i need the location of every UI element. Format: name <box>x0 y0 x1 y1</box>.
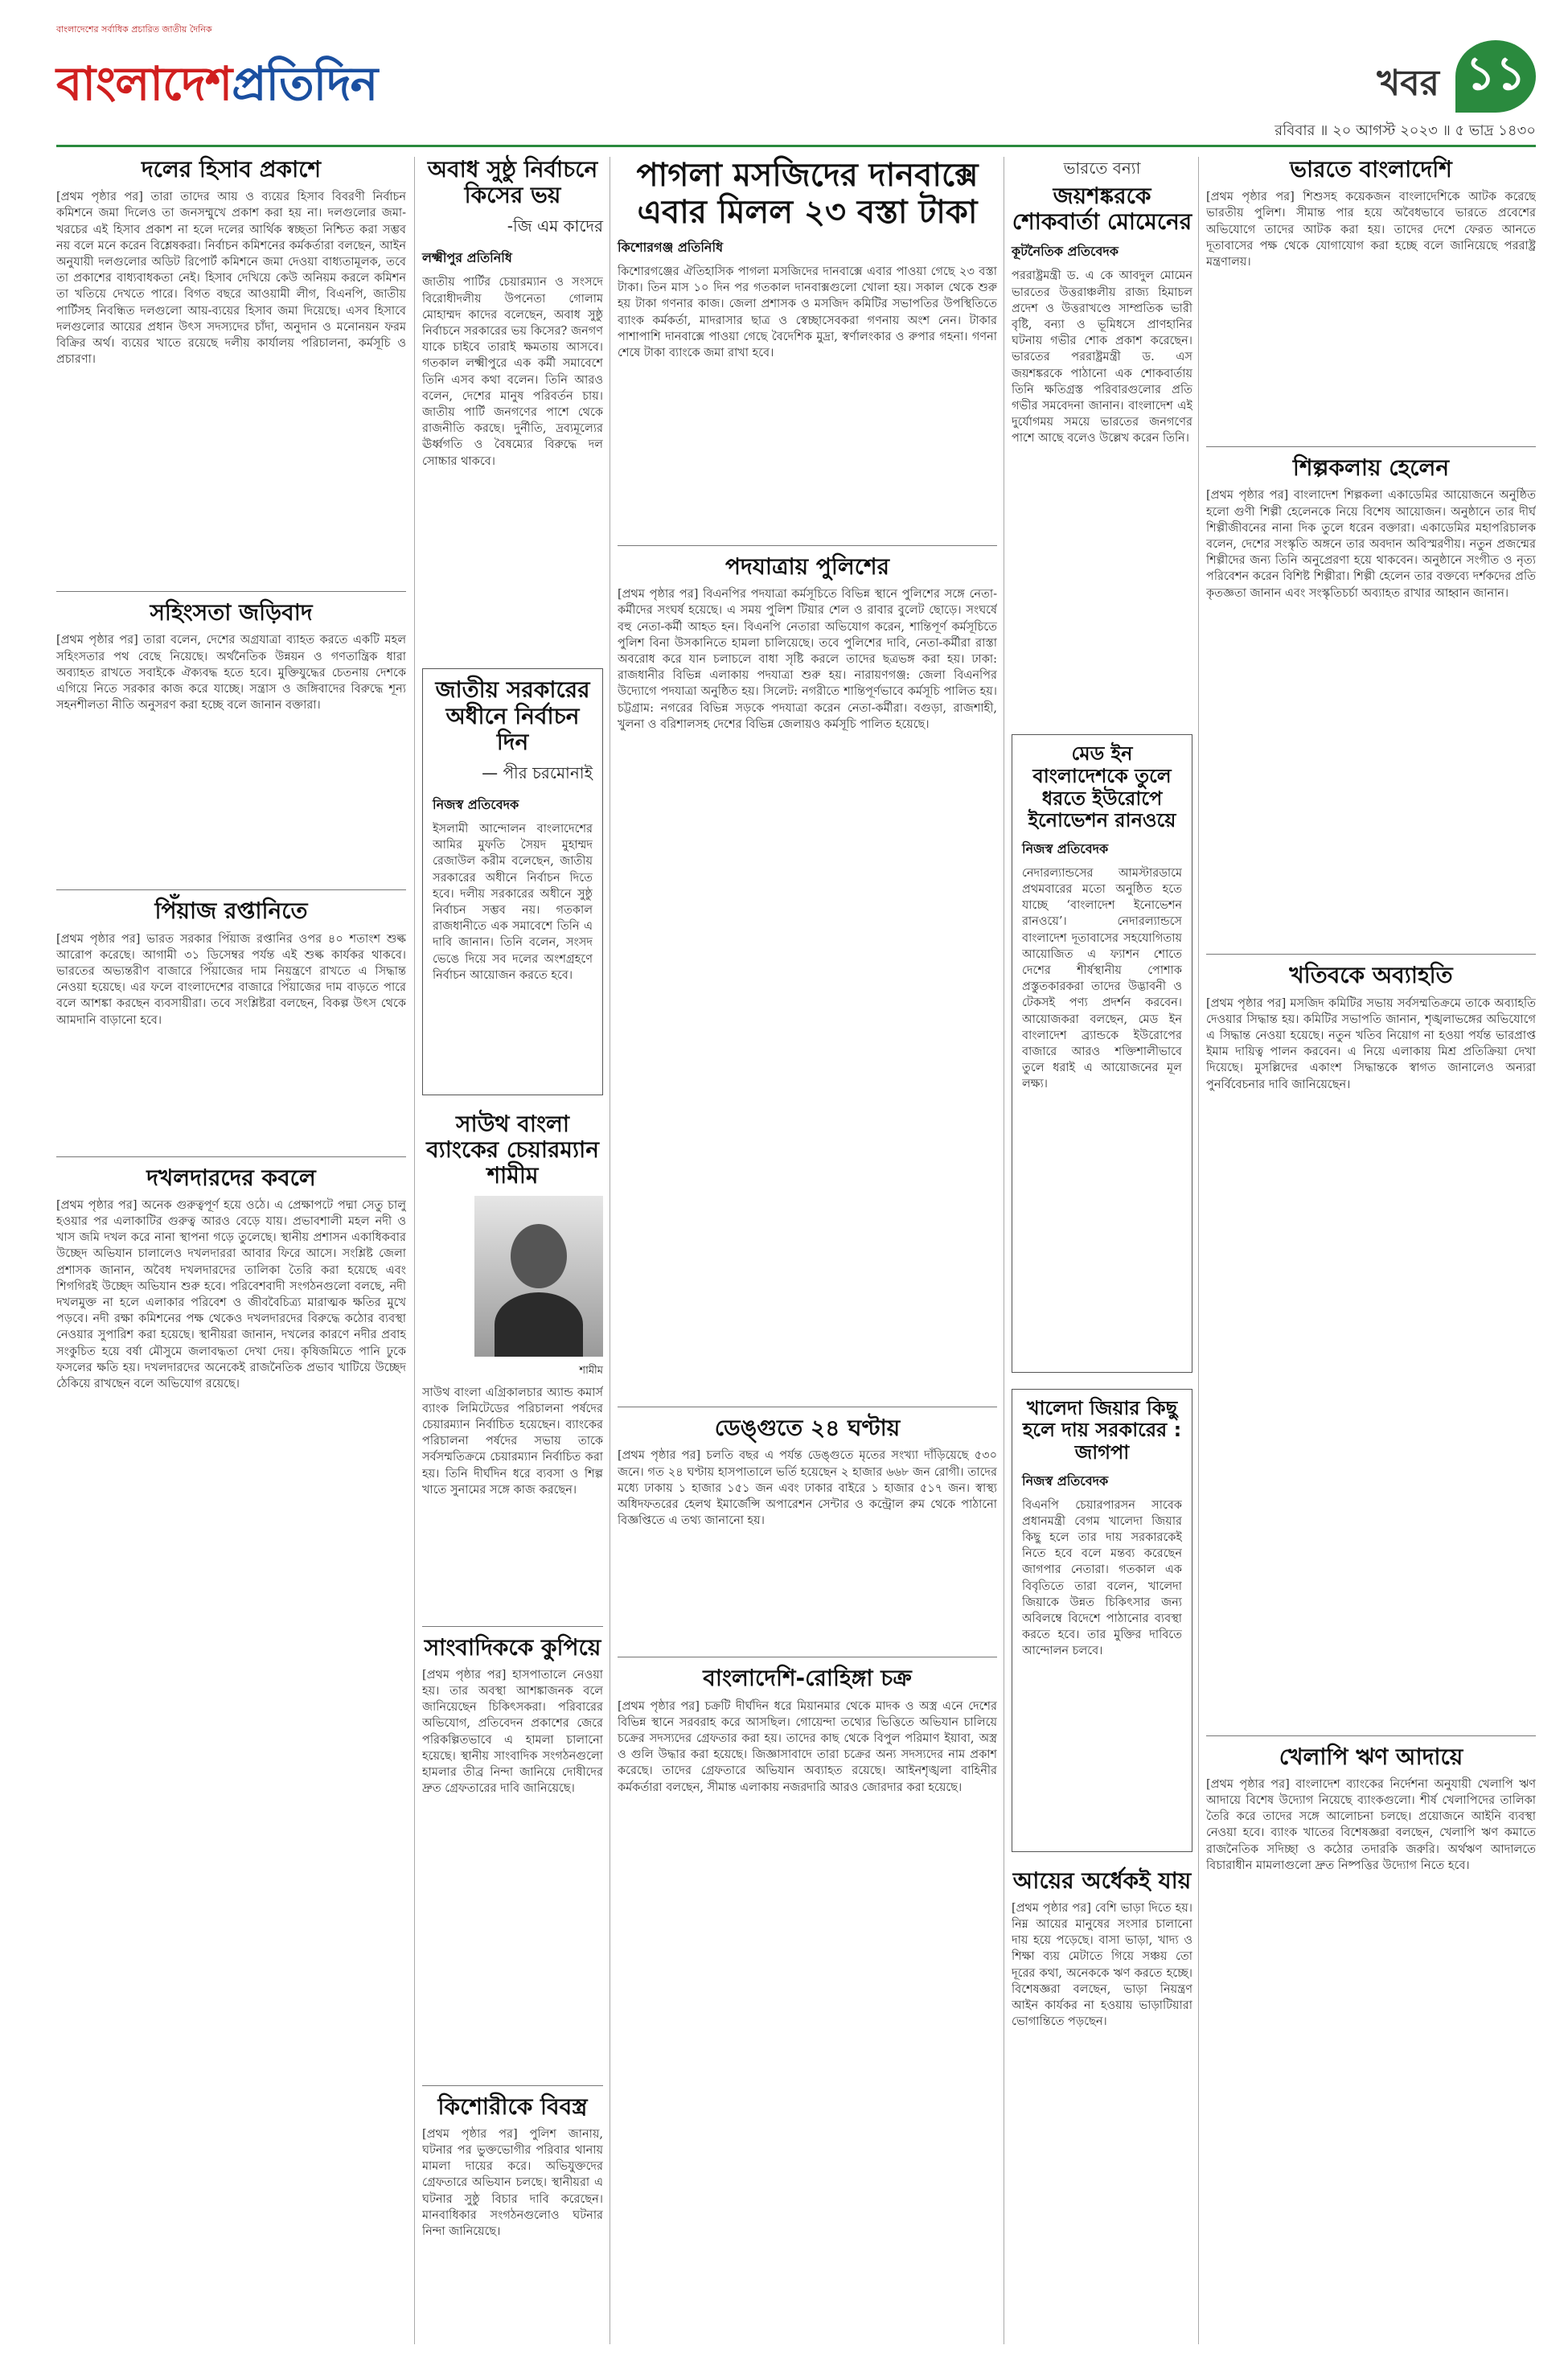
story-headline: আয়ের অর্ধেকই যায় <box>1012 1867 1192 1894</box>
story-body: [প্রথম পৃষ্ঠার পর] মসজিদ কমিটির সভায় সর্বসম্মতিক্রমে তাকে অব্যাহতি দেওয়ার সিদ্ধান্ত হয়। কমিটির সভাপতি জানান, শৃঙ্খলাভঙ্গের অভিযোগে এ সিদ্ধান্ত নেওয়া হয়েছে। নতুন খতিব নিয়োগ না হওয়া পর্যন্ত ভারপ্রাপ্ত ইমাম দায়িত্ব পালন করবেন। এ নিয়ে এলাকায় মিশ্র প্রতিক্রিয়া দেখা দিয়েছে। মুসল্লিদের একাংশ সিদ্ধান্তকে স্বাগত জানালেও অন্যরা পুনর্বিবেচনার দাবি জানিয়েছেন। <box>1206 996 1536 1091</box>
story-jatiyo-sorkar[interactable] <box>422 668 603 1095</box>
story-headline: দলের হিসাব প্রকাশে <box>141 156 322 183</box>
story-body: [প্রথম পৃষ্ঠার পর] বেশি ভাড়া দিতে হয়। নিম্ন আয়ের মানুষের সংসার চালানো দায় হয়ে পড়েছে। বাসা ভাড়া, খাদ্য ও শিক্ষা ব্যয় মেটাতে গিয়ে সঞ্চয় তো দূরের কথা, অনেককে ঋণ করতে হচ্ছে। বিশেষজ্ঞরা বলছেন, ভাড়া নিয়ন্ত্রণ আইন কার্যকর না হওয়ায় ভাড়াটিয়ারা ভোগান্তিতে পড়ছেন। <box>1012 1901 1192 2029</box>
story-pagla-masjid[interactable] <box>618 157 997 529</box>
story-body: [প্রথম পৃষ্ঠার পর] অনেক গুরুত্বপূর্ণ হয়ে ওঠে। এ প্রেক্ষাপটে পদ্মা সেতু চালু হওয়ার পর এলাকাটির গুরুত্ব আরও বেড়ে যায়। প্রভাবশালী মহল নদী ও খাস জমি দখল করে নানা স্থাপনা গড়ে তুলেছে। স্থানীয় প্রশাসন একাধিকবার উচ্ছেদ অভিযান চালালেও দখলদাররা আবার ফিরে আসে। সংশ্লিষ্ট জেলা প্রশাসক জানান, অবৈধ দখলদারদের তালিকা তৈরি করা হয়েছে এবং শিগগিরই উচ্ছেদ অভিযান শুরু হবে। পরিবেশবাদী সংগঠনগুলো বলছে, নদী দখলমুক্ত না হলে এলাকার পরিবেশ ও জীববৈচিত্র্য মারাত্মক ক্ষতির মুখে পড়বে। নদী রক্ষা কমিশনের পক্ষ থেকেও দখলদারদের বিরুদ্ধে কঠোর ব্যবস্থা নেওয়ার সুপারিশ করা হয়েছে। স্থানীয়রা জানান, দখলের কারণে নদীর প্রবাহ সংকুচিত হয়ে বর্ষা মৌসুমে জলাবদ্ধতা দেখা দেয়। কৃষিজমিতে পানি ঢুকে ফসলের ক্ষতি হয়। দখলদারদের অনেকেই রাজনৈতিক প্রভাব খাটিয়ে উচ্ছেদ ঠেকিয়ে রাখছেন বলে অভিযোগ রয়েছে। <box>56 1198 406 1390</box>
story-divider <box>56 1156 406 1157</box>
story-headline: বাংলাদেশি-রোহিঙ্গা চক্র <box>703 1665 912 1692</box>
story-author: -জি এম কাদের <box>507 216 603 236</box>
story-headline: পদযাত্রায় পুলিশের <box>725 553 889 580</box>
story-byline: নিজস্ব প্রতিবেদক <box>433 796 519 812</box>
logo-part-1: বাংলাদেশ <box>56 56 232 111</box>
story-byline: লক্ষ্মীপুর প্রতিনিধি <box>422 250 512 266</box>
story-headline: খেলাপি ঋণ আদায়ে <box>1279 1743 1463 1770</box>
story-headline: জয়শঙ্করকে শোকবার্তা মোমেনের <box>1012 183 1192 236</box>
dateline: রবিবার ॥ ২০ আগস্ট ২০২৩ ॥ ৫ ভাদ্র ১৪৩০ <box>1275 122 1536 139</box>
story-sangbadik[interactable] <box>422 1635 603 2069</box>
story-body: জাতীয় পার্টির চেয়ারম্যান ও সংসদে বিরোধীদলীয় উপনেতা গোলাম মোহাম্মদ কাদের বলেছেন, অবাধ সুষ্ঠু নির্বাচনে সরকারের ভয় কিসের? জনগণ যাকে চাইবে তারাই ক্ষমতায় আসবে। গতকাল লক্ষ্মীপুরে এক কর্মী সমাবেশে তিনি এসব কথা বলেন। তিনি আরও বলেন, দেশের মানুষ পরিবর্তন চায়। জাতীয় পার্টি জনগণের পাশে থেকে রাজনীতি করছে। দুর্নীতি, দ্রব্যমূল্যের ঊর্ধ্বগতি ও বৈষম্যের বিরুদ্ধে দল সোচ্চার থাকবে। <box>422 276 603 468</box>
story-byline: কিশোরগঞ্জ প্রতিনিধি <box>618 240 724 255</box>
story-dengue[interactable] <box>618 1415 997 1641</box>
story-body: বিএনপি চেয়ারপারসন সাবেক প্রধানমন্ত্রী বেগম খালেদা জিয়ার কিছু হলে তার দায় সরকারকেই নিতে হবে বলে মন্তব্য করেছেন জাগপার নেতারা। গতকাল এক বিবৃতিতে তারা বলেন, খালেদা জিয়াকে উন্নত চিকিৎসার জন্য অবিলম্বে বিদেশে পাঠানোর ব্যবস্থা করতে হবে। তার মুক্তির দাবিতে আন্দোলন চলবে। <box>1022 1498 1182 1658</box>
story-headline: সাউথ বাংলা ব্যাংকের চেয়ারম্যান শামীম <box>426 1110 599 1189</box>
story-body: [প্রথম পৃষ্ঠার পর] হাসপাতালে নেওয়া হয়। তার অবস্থা আশঙ্কাজনক বলে জানিয়েছেন চিকিৎসকরা। পরিবারের অভিযোগ, প্রতিবেদন প্রকাশের জেরে পরিকল্পিতভাবে এ হামলা চালানো হয়েছে। স্থানীয় সাংবাদিক সংগঠনগুলো হামলার তীব্র নিন্দা জানিয়ে দোষীদের দ্রুত গ্রেফতারের দাবি জানিয়েছে। <box>422 1668 603 1796</box>
portrait-photo <box>474 1196 603 1357</box>
story-body: সাউথ বাংলা এগ্রিকালচার অ্যান্ড কমার্স ব্যাংক লিমিটেডের পরিচালনা পর্ষদের চেয়ারম্যান নির্বাচিত হয়েছেন। ব্যাংকের পরিচালনা পর্ষদের সভায় তাকে সর্বসম্মতিক্রমে চেয়ারম্যান নির্বাচিত করা হয়। তিনি দীর্ঘদিন ধরে ব্যবসা ও শিল্প খাতে সুনামের সঙ্গে কাজ করছেন। <box>422 1386 603 1497</box>
logo-tagline: বাংলাদেশের সর্বাধিক প্রচারিত জাতীয় দৈনিক <box>56 24 212 35</box>
story-headline: সহিংসতা জড়িবাদ <box>150 599 313 626</box>
story-divider <box>618 545 997 546</box>
story-body: [প্রথম পৃষ্ঠার পর] তারা তাদের আয় ও ব্যয়ের হিসাব বিবরণী নির্বাচন কমিশনে জমা দিলেও তা জনসম্মুখে প্রকাশ করা হয় না। দলগুলোর জমা-খরচের এই হিসাব প্রকাশ না হলে দলের আর্থিক স্বচ্ছতা নিশ্চিত করা সম্ভব নয় বলে মনে করেন বিশ্লেষকরা। নির্বাচন কমিশনের কর্মকর্তারা বলছেন, আইন অনুযায়ী দলগুলোর অডিট রিপোর্ট কমিশনে জমা দেওয়া বাধ্যতামূলক, তবে তা প্রকাশের বাধ্যবাধকতা নেই। হিসাব দেখিয়ে কেউ অনিয়ম করলে কমিশন তা খতিয়ে দেখতে পারে। বিগত বছরে আওয়ামী লীগ, বিএনপি, জাতীয় পার্টিসহ নিবন্ধিত দলগুলো আয়-ব্যয়ের হিসাব জমা দিয়েছে। এসব হিসাবে দলগুলোর আয়ের প্রধান উৎস সদস্যদের চাঁদা, অনুদান ও মনোনয়ন ফরম বিক্রির অর্থ। ব্যয়ের খাতে রয়েছে দলীয় কার্যালয় পরিচালনা, কর্মসূচি ও প্রচারণা। <box>56 191 406 367</box>
story-headline: ডেঙ্গুতে ২৪ ঘণ্টায় <box>714 1415 901 1442</box>
photo-caption: শামীম <box>579 1364 603 1377</box>
story-headline: জাতীয় সরকারের অধীনে নির্বাচন দিন <box>435 676 590 755</box>
story-rohingya-chokro[interactable] <box>618 1665 997 2261</box>
story-khelapi-rin[interactable] <box>1206 1744 1536 2356</box>
story-headline: খতিবকে অব্যাহতি <box>1289 962 1453 989</box>
column-divider <box>1198 157 1199 2344</box>
story-body: ইসলামী আন্দোলন বাংলাদেশের আমির মুফতি সৈয়দ মুহাম্মদ রেজাউল করীম বলেছেন, জাতীয় সরকারের অধীনে নির্বাচন দিতে হবে। দলীয় সরকারের অধীনে সুষ্ঠু নির্বাচন সম্ভব নয়। গতকাল রাজধানীতে এক সমাবেশে তিনি এ দাবি জানান। তিনি বলেন, সংসদ ভেঙে দিয়ে সব দলের অংশগ্রহণে নির্বাচন আয়োজন করতে হবে। <box>433 822 593 982</box>
newspaper-logo[interactable] <box>56 48 377 126</box>
column-4 <box>1012 157 1192 2286</box>
story-khaleda-jagpa[interactable] <box>1012 1389 1192 1852</box>
story-headline: খালেদা জিয়ার কিছু হলে দায় সরকারের : জাগপা <box>1022 1396 1182 1464</box>
story-made-in-bangladesh[interactable] <box>1012 734 1192 1372</box>
story-divider <box>1206 954 1536 955</box>
story-divider <box>1206 446 1536 447</box>
story-body: কিশোরগঞ্জের ঐতিহাসিক পাগলা মসজিদের দানবাক্সে এবার পাওয়া গেছে ২৩ বস্তা টাকা। তিন মাস ১০ দিন পর গতকাল দানবাক্সগুলো খোলা হয়। সকাল থেকে শুরু হয় টাকা গণনার কাজ। জেলা প্রশাসক ও মসজিদ কমিটির সভাপতির উপস্থিতিতে ব্যাংক কর্মকর্তা, মাদরাসার ছাত্র ও স্বেচ্ছাসেবকরা গণনায় অংশ নেন। টাকার পাশাপাশি দানবাক্সে পাওয়া গেছে বৈদেশিক মুদ্রা, স্বর্ণালংকার ও রুপার গহনা। গণনা শেষে টাকা ব্যাংকে জমা রাখা হবে। <box>618 265 997 360</box>
story-dokholdar[interactable] <box>56 1165 406 2162</box>
story-headline: সাংবাদিককে কুপিয়ে <box>424 1633 601 1661</box>
column-5 <box>1206 157 1536 2372</box>
story-headline: পাগলা মসজিদের দানবাক্সে এবার মিলল ২৩ বস্তা টাকা <box>636 157 979 231</box>
column-1 <box>56 157 406 2179</box>
story-sohingsota[interactable] <box>56 600 406 873</box>
story-shilpokola-helen[interactable] <box>1206 455 1536 938</box>
story-south-bangla-bank[interactable] <box>422 1111 603 1610</box>
story-body: পররাষ্ট্রমন্ত্রী ড. এ কে আবদুল মোমেন ভারতের উত্তরাঞ্চলীয় রাজ্য হিমাচল প্রদেশ ও উত্তরাখণ্ডে সাম্প্রতিক ভারী বৃষ্টি, বন্যা ও ভূমিধসে প্রাণহানির ঘটনায় গভীর শোক প্রকাশ করেছেন। ভারতের পররাষ্ট্রমন্ত্রী ড. এস জয়শঙ্করকে পাঠানো এক শোকবার্তায় তিনি ক্ষতিগ্রস্ত পরিবারগুলোর প্রতি গভীর সমবেদনা জানান। বাংলাদেশ এই দুর্যোগময় সময়ে ভারতের জনগণের পাশে আছে বলেও উল্লেখ করেন তিনি। <box>1012 269 1192 446</box>
story-piyaj[interactable] <box>56 898 406 1140</box>
story-body: [প্রথম পৃষ্ঠার পর] চক্রটি দীর্ঘদিন ধরে মিয়ানমার থেকে মাদক ও অস্ত্র এনে দেশের বিভিন্ন স্থানে সরবরাহ করে আসছিল। গোয়েন্দা তথ্যের ভিত্তিতে অভিযান চালিয়ে চক্রের সদস্যদের গ্রেফতার করা হয়। তাদের কাছ থেকে বিপুল পরিমাণ ইয়াবা, অস্ত্র ও গুলি উদ্ধার করা হয়েছে। জিজ্ঞাসাবাদে তারা চক্রের অন্য সদস্যদের নাম প্রকাশ করেছে। তাদের গ্রেফতারে অভিযান অব্যাহত রয়েছে। আইনশৃঙ্খলা বাহিনীর কর্মকর্তারা বলছেন, সীমান্ত এলাকায় নজরদারি আরও জোরদার করা হয়েছে। <box>618 1699 997 1794</box>
story-khotib[interactable] <box>1206 963 1536 1719</box>
story-headline: অবাধ সুষ্ঠু নির্বাচনে কিসের ভয় <box>427 156 598 209</box>
story-body: [প্রথম পৃষ্ঠার পর] চলতি বছর এ পর্যন্ত ডেঙ্গুতে মৃতের সংখ্যা দাঁড়িয়েছে ৫৩০ জনে। গত ২৪ ঘণ্টায় হাসপাতালে ভর্তি হয়েছেন ২ হাজার ৬৬৮ জন রোগী। তাদের মধ্যে ঢাকায় ১ হাজার ১৫১ জন এবং ঢাকার বাইরে ১ হাজার ৫১৭ জন। স্বাস্থ্য অধিদফতরের হেলথ ইমার্জেন্সি অপারেশন সেন্টার ও কন্ট্রোল রুম থেকে পাঠানো বিজ্ঞপ্তিতে এ তথ্য জানানো হয়। <box>618 1449 997 1528</box>
story-headline: কিশোরীকে বিবস্ত্র <box>437 2093 588 2120</box>
story-byline: নিজস্ব প্রতিবেদক <box>1022 1472 1109 1489</box>
story-headline: দখলদারদের কবলে <box>146 1164 316 1191</box>
story-body: [প্রথম পৃষ্ঠার পর] বিএনপির পদযাত্রা কর্মসূচিতে বিভিন্ন স্থানে পুলিশের সঙ্গে নেতা-কর্মীদের সংঘর্ষ হয়েছে। এ সময় পুলিশ টিয়ার শেল ও রাবার বুলেট ছোড়ে। সংঘর্ষে বহু নেতা-কর্মী আহত হন। বিএনপি নেতারা অভিযোগ করেন, শান্তিপূর্ণ কর্মসূচিতে পুলিশ বিনা উসকানিতে হামলা চালিয়েছে। তবে পুলিশের দাবি, নেতা-কর্মীরা রাস্তা অবরোধ করে যান চলাচলে বাধা সৃষ্টি করলে তাদের ছত্রভঙ্গ করা হয়। ঢাকা: রাজধানীর বিভিন্ন এলাকায় পদযাত্রা শুরু হয়। নারায়ণগঞ্জ: জেলা বিএনপির উদ্যোগে পদযাত্রা অনুষ্ঠিত হয়। সিলেট: নগরীতে শান্তিপূর্ণভাবে কর্মসূচি পালিত হয়। চট্টগ্রাম: নগরের বিভিন্ন সড়কে পদযাত্রা করেন নেতা-কর্মীরা। বগুড়া, রাজশাহী, খুলনা ও বরিশালসহ দেশের বিভিন্ন জেলায়ও কর্মসূচি পালিত হয়েছে। <box>618 588 997 731</box>
story-divider <box>1206 1735 1536 1736</box>
story-divider <box>56 591 406 592</box>
story-bharote-bangladeshi[interactable] <box>1206 157 1536 430</box>
story-kicker: ভারতে বন্যা <box>1063 158 1141 178</box>
story-body: [প্রথম পৃষ্ঠার পর] বাংলাদেশ ব্যাংকের নির্দেশনা অনুযায়ী খেলাপি ঋণ আদায়ে বিশেষ উদ্যোগ নিয়েছে ব্যাংকগুলো। শীর্ষ খেলাপিদের তালিকা তৈরি করে তাদের সঙ্গে আলোচনা চলছে। প্রয়োজনে আইনি ব্যবস্থা নেওয়া হবে। ব্যাংক খাতের বিশেষজ্ঞরা বলছেন, খেলাপি ঋণ কমাতে রাজনৈতিক সদিচ্ছা ও কঠোর তদারকি জরুরি। অর্থঋণ আদালতে বিচারাধীন মামলাগুলো দ্রুত নিষ্পত্তির উদ্যোগ নিতে হবে। <box>1206 1777 1536 1872</box>
column-divider <box>414 157 415 2344</box>
story-podjatra[interactable] <box>618 554 997 1390</box>
masthead-rule <box>56 145 1536 147</box>
story-byline: নিজস্ব প্রতিবেদক <box>1022 840 1109 856</box>
story-obadh-nirbachon[interactable] <box>422 157 603 652</box>
story-kishori[interactable] <box>422 2094 603 2374</box>
story-byline: কূটনৈতিক প্রতিবেদক <box>1012 244 1119 260</box>
page-number-badge: ১১ <box>1455 40 1536 113</box>
story-doler-hisab[interactable] <box>56 157 406 575</box>
story-ayer-ordhek[interactable] <box>1012 1868 1192 2270</box>
story-divider <box>422 1626 603 1627</box>
story-divider <box>56 889 406 890</box>
story-author: — পীর চরমোনাই <box>482 762 593 782</box>
story-divider <box>422 2085 603 2086</box>
story-body: [প্রথম পৃষ্ঠার পর] ভারত সরকার পিঁয়াজ রপ্তানির ওপর ৪০ শতাংশ শুল্ক আরোপ করেছে। আগামী ৩১ ডিসেম্বর পর্যন্ত এই শুল্ক কার্যকর থাকবে। ভারতের অভ্যন্তরীণ বাজারে পিঁয়াজের দাম নিয়ন্ত্রণে রাখতে এ সিদ্ধান্ত নেওয়া হয়েছে। এর ফলে বাংলাদেশের বাজারে পিঁয়াজের দাম বাড়তে পারে বলে আশঙ্কা করছেন ব্যবসায়ীরা। তবে সংশ্লিষ্টরা বলছেন, বিকল্প উৎস থেকে আমদানি বাড়ানো হবে। <box>56 932 406 1027</box>
story-jaishankar[interactable] <box>1012 157 1192 718</box>
logo-part-2: প্রতিদিন <box>232 56 378 111</box>
story-headline: পিঁয়াজ রপ্তানিতে <box>154 897 308 925</box>
story-body: [প্রথম পৃষ্ঠার পর] তারা বলেন, দেশের অগ্রযাত্রা ব্যাহত করতে একটি মহল সহিংসতার পথ বেছে নিয়েছে। অর্থনৈতিক উন্নয়ন ও গণতান্ত্রিক ধারা অব্যাহত রাখতে সবাইকে ঐক্যবদ্ধ হতে হবে। মুক্তিযুদ্ধের চেতনায় দেশকে এগিয়ে নিতে সরকার কাজ করে যাচ্ছে। সন্ত্রাস ও জঙ্গিবাদের বিরুদ্ধে শূন্য সহনশীলতা নীতি অনুসরণ করা হচ্ছে বলে জানান বক্তারা। <box>56 634 406 713</box>
column-3 <box>618 157 997 2277</box>
story-body: [প্রথম পৃষ্ঠার পর] বাংলাদেশ শিল্পকলা একাডেমির আয়োজনে অনুষ্ঠিত হলো গুণী শিল্পী হেলেনকে নিয়ে বিশেষ আয়োজন। অনুষ্ঠানে তার দীর্ঘ শিল্পীজীবনের নানা দিক তুলে ধরেন বক্তারা। একাডেমির মহাপরিচালক বলেন, দেশের সংস্কৃতি অঙ্গনে তার অবদান অবিস্মরণীয়। নতুন প্রজন্মের শিল্পীদের জন্য তিনি অনুপ্রেরণা হয়ে থাকবেন। অনুষ্ঠানে সংগীত ও নৃত্য পরিবেশন করেন বিশিষ্ট শিল্পীরা। শিল্পী হেলেন তার বক্তব্যে দর্শকদের প্রতি কৃতজ্ঞতা জানান এবং সংস্কৃতিচর্চা অব্যাহত রাখার আহ্বান জানান। <box>1206 489 1536 600</box>
story-headline: মেড ইন বাংলাদেশকে তুলে ধরতে ইউরোপে ইনোভেশন রানওয়ে <box>1028 742 1176 832</box>
story-body: [প্রথম পৃষ্ঠার পর] পুলিশ জানায়, ঘটনার পর ভুক্তভোগীর পরিবার থানায় মামলা দায়ের করে। অভিযুক্তদের গ্রেফতারে অভিযান চলছে। স্থানীয়রা এ ঘটনার সুষ্ঠু বিচার দাবি করেছেন। মানবাধিকার সংগঠনগুলোও ঘটনার নিন্দা জানিয়েছে। <box>422 2127 603 2239</box>
story-headline: ভারতে বাংলাদেশি <box>1290 156 1452 183</box>
masthead <box>56 24 1536 145</box>
story-headline: শিল্পকলায় হেলেন <box>1292 454 1450 482</box>
column-2 <box>422 157 603 2374</box>
story-body: নেদারল্যান্ডসের আমস্টারডামে প্রথমবারের মতো অনুষ্ঠিত হতে যাচ্ছে ‘বাংলাদেশ ইনোভেশন রানওয়ে’। নেদারল্যান্ডসে বাংলাদেশ দূতাবাসের সহযোগিতায় আয়োজিত এ ফ্যাশন শোতে দেশের শীর্ষস্থানীয় পোশাক প্রস্তুতকারকরা তাদের উদ্ভাবনী ও টেকসই পণ্য প্রদর্শন করবেন। আয়োজকরা বলছেন, মেড ইন বাংলাদেশ ব্র্যান্ডকে ইউরোপের বাজারে আরও শক্তিশালীভাবে তুলে ধরাই এ আয়োজনের মূল লক্ষ্য। <box>1022 866 1182 1091</box>
section-label: খবর <box>1377 63 1439 104</box>
story-body: [প্রথম পৃষ্ঠার পর] শিশুসহ কয়েকজন বাংলাদেশিকে আটক করেছে ভারতীয় পুলিশ। সীমান্ত পার হয়ে অবৈধভাবে ভারতে প্রবেশের অভিযোগে তাদের আটক করা হয়। তাদের দেশে ফেরত আনতে দূতাবাসের পক্ষ থেকে যোগাযোগ করা হচ্ছে বলে জানিয়েছে পররাষ্ট্র মন্ত্রণালয়। <box>1206 191 1536 269</box>
